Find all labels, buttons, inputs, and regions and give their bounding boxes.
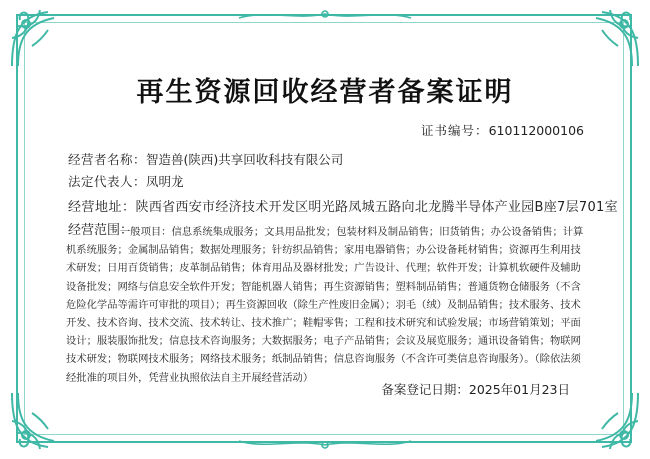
operator-value: 智造兽(陕西)共享回收科技有限公司 xyxy=(146,152,344,167)
top-scroll-ornament-icon xyxy=(235,8,415,22)
bottom-scroll-ornament-icon xyxy=(235,437,415,451)
scope-value: 一般项目：信息系统集成服务；文具用品批发；包装材料及制品销售；旧货销售；办公设备销售；计算机系统服务；金属制品销售；数据处理服务；针纺织品销售；家用电器销售；办公设备耗材销售；资源再生利用技术研发；日用百货销售；皮革制品销售；体育用品及器材批发；广告设计、代理；软件开发；计算机软硬件及辅助设备批发；网络与信息安全软件开发；智能机器人销售；再生资源销售；塑料制品销售；普通货物仓储服务（不含危险化学品等需许可审批的项目）；再生资源回收（除生产性废旧金属）；羽毛（绒）及制品销售；技术服务、技术开发、技术咨询、技术交流、技术转让、技术推广；鞋帽零售；工程和技术研究和试验发展；市场营销策划；平面设计；服装服饰批发；信息技术咨询服务；大数据服务；电子产品销售；会议及展览服务；通讯设备销售；物联网技术研发；物联网技术服务；网络技术服务；纸制品销售；信息咨询服务（不含许可类信息咨询服务）。（除依法须经批准的项目外，凭营业执照依法自主开展经营活动） xyxy=(66,226,584,384)
corner-ornament-icon xyxy=(578,389,642,453)
operator-label: 经营者名称： xyxy=(68,152,147,167)
scope-label: 经营范围： xyxy=(68,223,134,238)
corner-ornament-icon xyxy=(8,389,72,453)
certificate-title: 再生资源回收经营者备案证明 xyxy=(136,77,514,108)
address-value: 陕西省西安市经济技术开发区明光路凤城五路向北龙腾半导体产业园B座7层701室 xyxy=(135,200,618,215)
certificate-number-label: 证书编号： xyxy=(421,123,489,138)
certificate-number-value: 610112000106 xyxy=(488,123,584,138)
legal-rep-value: 凤明龙 xyxy=(146,174,184,189)
corner-ornament-icon xyxy=(578,6,642,70)
address-row xyxy=(68,196,618,215)
operator-row xyxy=(68,150,343,168)
record-date-label: 备案登记日期： xyxy=(381,382,469,397)
record-date-value: 2025年01月23日 xyxy=(468,382,570,397)
address-label: 经营地址： xyxy=(68,200,136,215)
corner-ornament-icon xyxy=(8,6,72,70)
record-date xyxy=(381,380,570,398)
legal-rep-row xyxy=(68,172,184,190)
certificate-number xyxy=(421,121,584,139)
legal-rep-label: 法定代表人： xyxy=(68,174,147,189)
